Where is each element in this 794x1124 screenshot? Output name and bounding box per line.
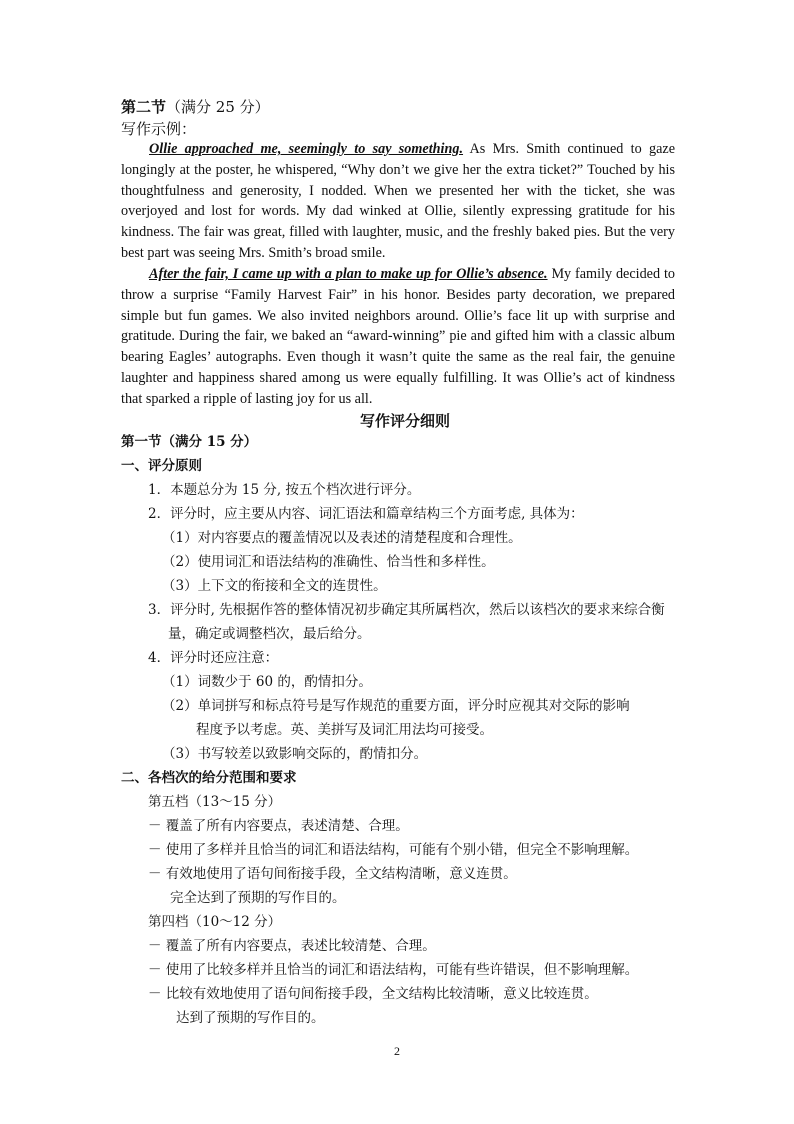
level4-item-4: 达到了预期的写作目的。 — [176, 1010, 325, 1026]
essay-p2-body: My family decided to throw a surprise “Family Harvest Fair” in his honor. Besides party decoration, we prepared simple but fun games. We also invited neighbors around. Ollie’s face lit up with surprise and gratitude. During the fair, we baked an “award-winning” pie and gifted him with a classic album bearing Eagles’ autographs. Even though it wasn’t quite the same as the real fair, the genuine laughter and happiness shared among us were equally fulfilling. It was Ollie’s act of kindness that sparked a ripple of lasting joy for us all. — [121, 266, 675, 407]
section2-heading-bold: 第二节 — [121, 98, 167, 116]
level4-item-3: － 比较有效地使用了语句间衔接手段，全文结构比较清晰，意义比较连贯。 — [148, 986, 598, 1002]
essay-paragraph-1 — [121, 139, 675, 264]
level4-item-1: － 覆盖了所有内容要点，表述比较清楚、合理。 — [148, 938, 436, 954]
level5-title: 第五档（13～15 分） — [148, 794, 282, 810]
principle-2-item-1: （1）对内容要点的覆盖情况以及表述的清楚程度和合理性。 — [162, 530, 522, 546]
level5-item-1: － 覆盖了所有内容要点，表述清楚、合理。 — [148, 818, 409, 834]
essay-paragraph-2 — [121, 264, 675, 410]
level5-item-3: － 有效地使用了语句间衔接手段，全文结构清晰，意义连贯。 — [148, 866, 517, 882]
level5-item-4: 完全达到了预期的写作目的。 — [170, 890, 346, 906]
principle-2: 2．评分时，应主要从内容、词汇语法和篇章结构三个方面考虑, 具体为： — [148, 506, 584, 522]
principle-2-item-2: （2）使用词汇和语法结构的准确性、恰当性和多样性。 — [162, 554, 495, 570]
level5-item-2: － 使用了多样并且恰当的词汇和语法结构，可能有个别小错，但完全不影响理解。 — [148, 842, 639, 858]
principle-1: 1．本题总分为 15 分, 按五个档次进行评分。 — [148, 482, 421, 498]
principles-heading: 一、评分原则 — [121, 458, 202, 474]
principle-4-item-2-line-1: （2）单词拼写和标点符号是写作规范的重要方面，评分时应视其对交际的影响 — [162, 698, 630, 714]
essay-p2-lead-sentence: After the fair, I came up with a plan to make up for Ollie’s absence. — [149, 266, 548, 282]
principle-4: 4．评分时还应注意： — [148, 650, 279, 666]
principle-4-item-3: （3）书写较差以致影响交际的，酌情扣分。 — [162, 746, 428, 762]
section2-heading — [121, 96, 270, 118]
principle-4-item-1: （1）词数少于 60 的，酌情扣分。 — [162, 674, 372, 690]
page-number: 2 — [394, 1044, 400, 1058]
essay-p1-lead-sentence: Ollie approached me, seemingly to say something. — [149, 141, 464, 157]
section1-heading: 第一节（满分 15 分） — [121, 434, 258, 450]
principle-3-line-1: 3．评分时, 先根据作答的整体情况初步确定其所属档次，然后以该档次的要求来综合衡 — [148, 602, 665, 618]
section2-heading-score: （满分 25 分） — [166, 98, 270, 116]
level4-title: 第四档（10～12 分） — [148, 914, 282, 930]
essay-p1-body: As Mrs. Smith continued to gaze longingly at the poster, he whispered, “Why don’t we give her the extra ticket?” Touched by his thoughtfulness and generosity, I nodded. When we presented her with the ticket, she was overjoyed and lost for words. My dad winked at Ollie, silently expressing gratitude for his kindness. The fair was great, filled with laughter, music, and the freshly baked pies. But the very best part was seeing Mrs. Smith’s broad smile. — [121, 141, 675, 261]
levels-heading: 二、各档次的给分范围和要求 — [121, 770, 297, 786]
level4-item-2: － 使用了比较多样并且恰当的词汇和语法结构，可能有些许错误，但不影响理解。 — [148, 962, 639, 978]
example-label: 写作示例： — [121, 120, 197, 138]
principle-4-item-2-line-2: 程度予以考虑。英、美拼写及词汇用法均可接受。 — [196, 722, 493, 738]
principle-2-item-3: （3）上下文的衔接和全文的连贯性。 — [162, 578, 387, 594]
principle-3-line-2: 量，确定或调整档次，最后给分。 — [168, 626, 371, 642]
rubric-title: 写作评分细则 — [360, 412, 451, 430]
